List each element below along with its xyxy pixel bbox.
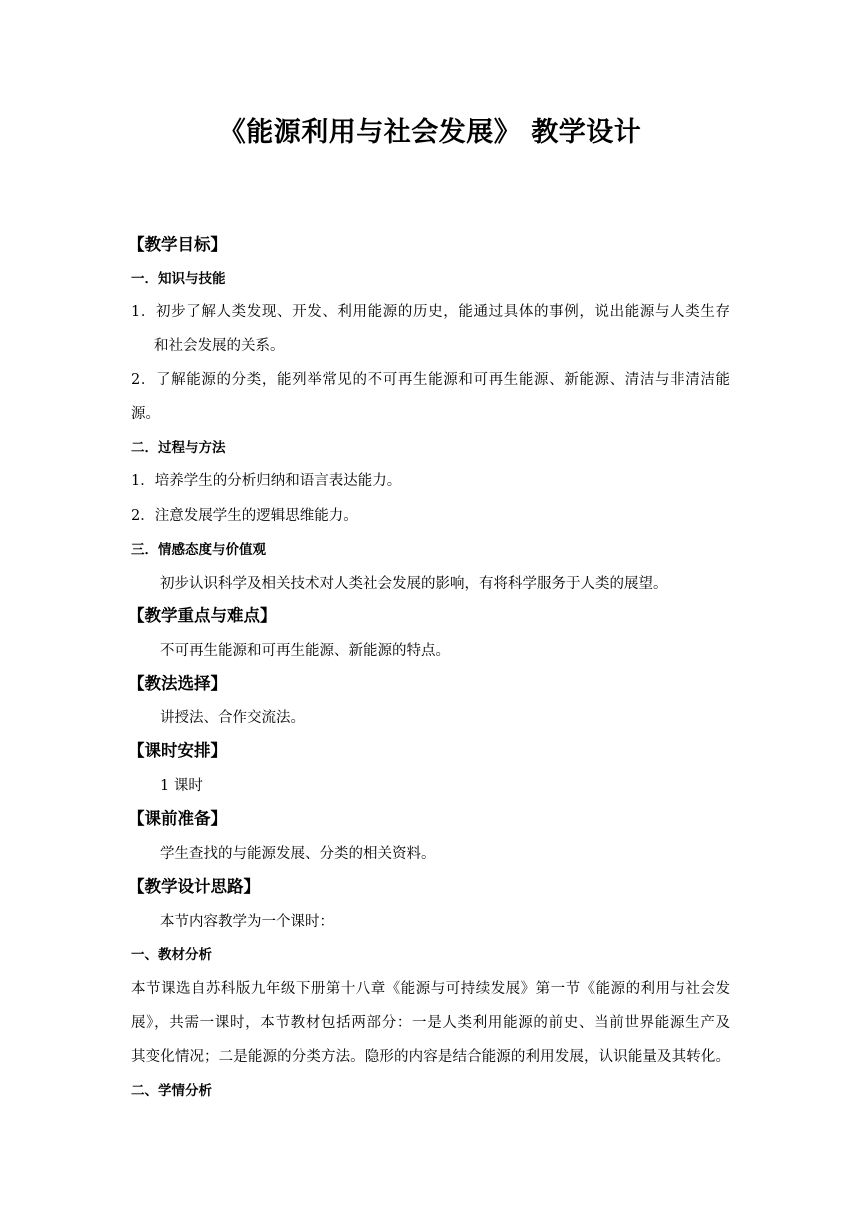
design-heading: 【教学设计思路】	[128, 877, 260, 896]
objectives-heading: 【教学目标】	[128, 235, 227, 254]
knowledge-item-2-line-1: 2．了解能源的分类，能列举常见的不可再生能源和可再生能源、新能源、清洁与非清洁能	[131, 372, 730, 388]
preparation-text: 学生查找的与能源发展、分类的相关资料。	[160, 846, 436, 862]
knowledge-item-2-line-2: 源。	[131, 406, 160, 422]
design-intro: 本节内容教学为一个课时：	[160, 914, 334, 930]
key-points-heading: 【教学重点与难点】	[128, 606, 277, 625]
students-heading: 二、学情分析	[131, 1083, 212, 1099]
attitude-text: 初步认识科学及相关技术对人类社会发展的影响，有将科学服务于人类的展望。	[160, 576, 668, 592]
attitude-heading: 三．情感态度与价值观	[131, 542, 266, 558]
material-line-2: 展》，共需一课时，本节教材包括两部分：一是人类利用能源的前史、当前世界能源生产及	[131, 1015, 730, 1031]
methods-text: 讲授法、合作交流法。	[160, 710, 305, 726]
knowledge-item-1-line-1: 1．初步了解人类发现、开发、利用能源的历史，能通过具体的事例，说出能源与人类生存	[131, 304, 730, 320]
schedule-heading: 【课时安排】	[128, 741, 227, 760]
material-heading: 一、教材分析	[131, 947, 212, 963]
document-title: 《能源利用与社会发展》 教学设计	[218, 117, 642, 148]
material-line-3: 其变化情况；二是能源的分类方法。隐形的内容是结合能源的利用发展，认识能量及其转化。	[131, 1049, 730, 1065]
process-item-1: 1．培养学生的分析归纳和语言表达能力。	[131, 473, 402, 489]
methods-heading: 【教法选择】	[128, 674, 227, 693]
material-line-1: 本节课选自苏科版九年级下册第十八章《能源与可持续发展》第一节《能源的利用与社会发	[131, 981, 730, 997]
preparation-heading: 【课前准备】	[128, 809, 227, 828]
process-heading: 二．过程与方法	[131, 440, 226, 456]
key-points-text: 不可再生能源和可再生能源、新能源的特点。	[160, 643, 450, 659]
process-item-2: 2．注意发展学生的逻辑思维能力。	[131, 508, 358, 524]
schedule-text: 1 课时	[160, 778, 203, 794]
knowledge-item-1-line-2: 和社会发展的关系。	[154, 338, 285, 354]
knowledge-heading: 一．知识与技能	[131, 271, 226, 287]
